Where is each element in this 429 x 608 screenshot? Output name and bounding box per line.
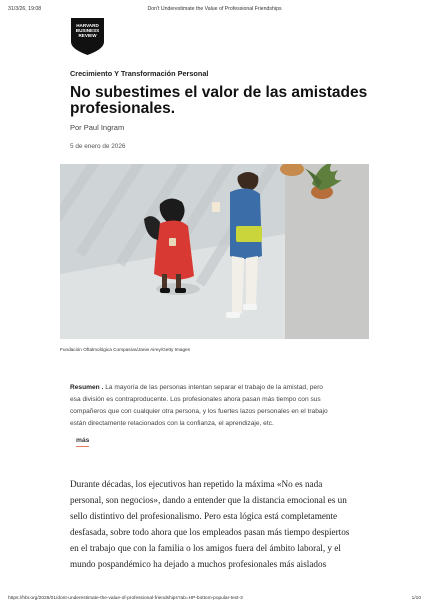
summary-text: La mayoría de las personas intentan separar el trabajo de la amistad, pero esa división es contraproducente. Los profesionales ahora pasan más tiempo con sus compañeros que con cualquier otra persona, y los fuertes lazos personales en el trabajo están directamente relacionados con la confianza, el aprendizaje, etc. xyxy=(70,384,328,427)
article-body: Durante décadas, los ejecutivos han repetido la máxima «No es nada personal, son negocios», dando a entender que la distancia emocional es un sello distintivo del profesionalismo. Pero esta lógica está completamente desfasada, sobre todo ahora que los empleados pasan más tiempo despiertos en el trabajo que con la familia o los amigos fuera del ámbito laboral, y el mundo pospandémico ha dejado a muchos profesionales más aislados xyxy=(70,479,350,570)
page-counter: 1/10 xyxy=(411,596,421,601)
print-page-title: Don't Underestimate the Value of Professional Friendships xyxy=(147,6,282,12)
article-summary xyxy=(70,382,332,430)
logo-line-1: HARVARD xyxy=(76,23,99,28)
hbr-logo[interactable] xyxy=(71,18,104,55)
photo-caption: Fundación Oftalmológica Compasiva/Janie Airey/Getty Images xyxy=(60,347,191,352)
logo-line-2: BUSINESS xyxy=(75,28,100,34)
article-date: 5 de enero de 2026 xyxy=(70,143,126,150)
article-title: No subestimes el valor de las amistades profesionales. xyxy=(70,84,368,117)
article-photo xyxy=(60,164,369,339)
more-link[interactable]: más xyxy=(76,437,89,447)
print-datetime: 31/3/26, 19:08 xyxy=(8,6,42,12)
logo-wordmark xyxy=(75,23,100,39)
print-url: https://hbr.org/2026/01/dont-underestimate-the-value-of-professional-friendships?ab=HP-bottom-popular-text-3 xyxy=(8,596,243,601)
photo-illustration xyxy=(60,164,369,339)
article-author[interactable]: Por Paul Ingram xyxy=(70,123,125,132)
summary-label: Resumen . xyxy=(70,384,104,391)
logo-line-3: REVIEW xyxy=(78,33,97,39)
article-category[interactable]: Crecimiento Y Transformación Personal xyxy=(70,69,209,78)
